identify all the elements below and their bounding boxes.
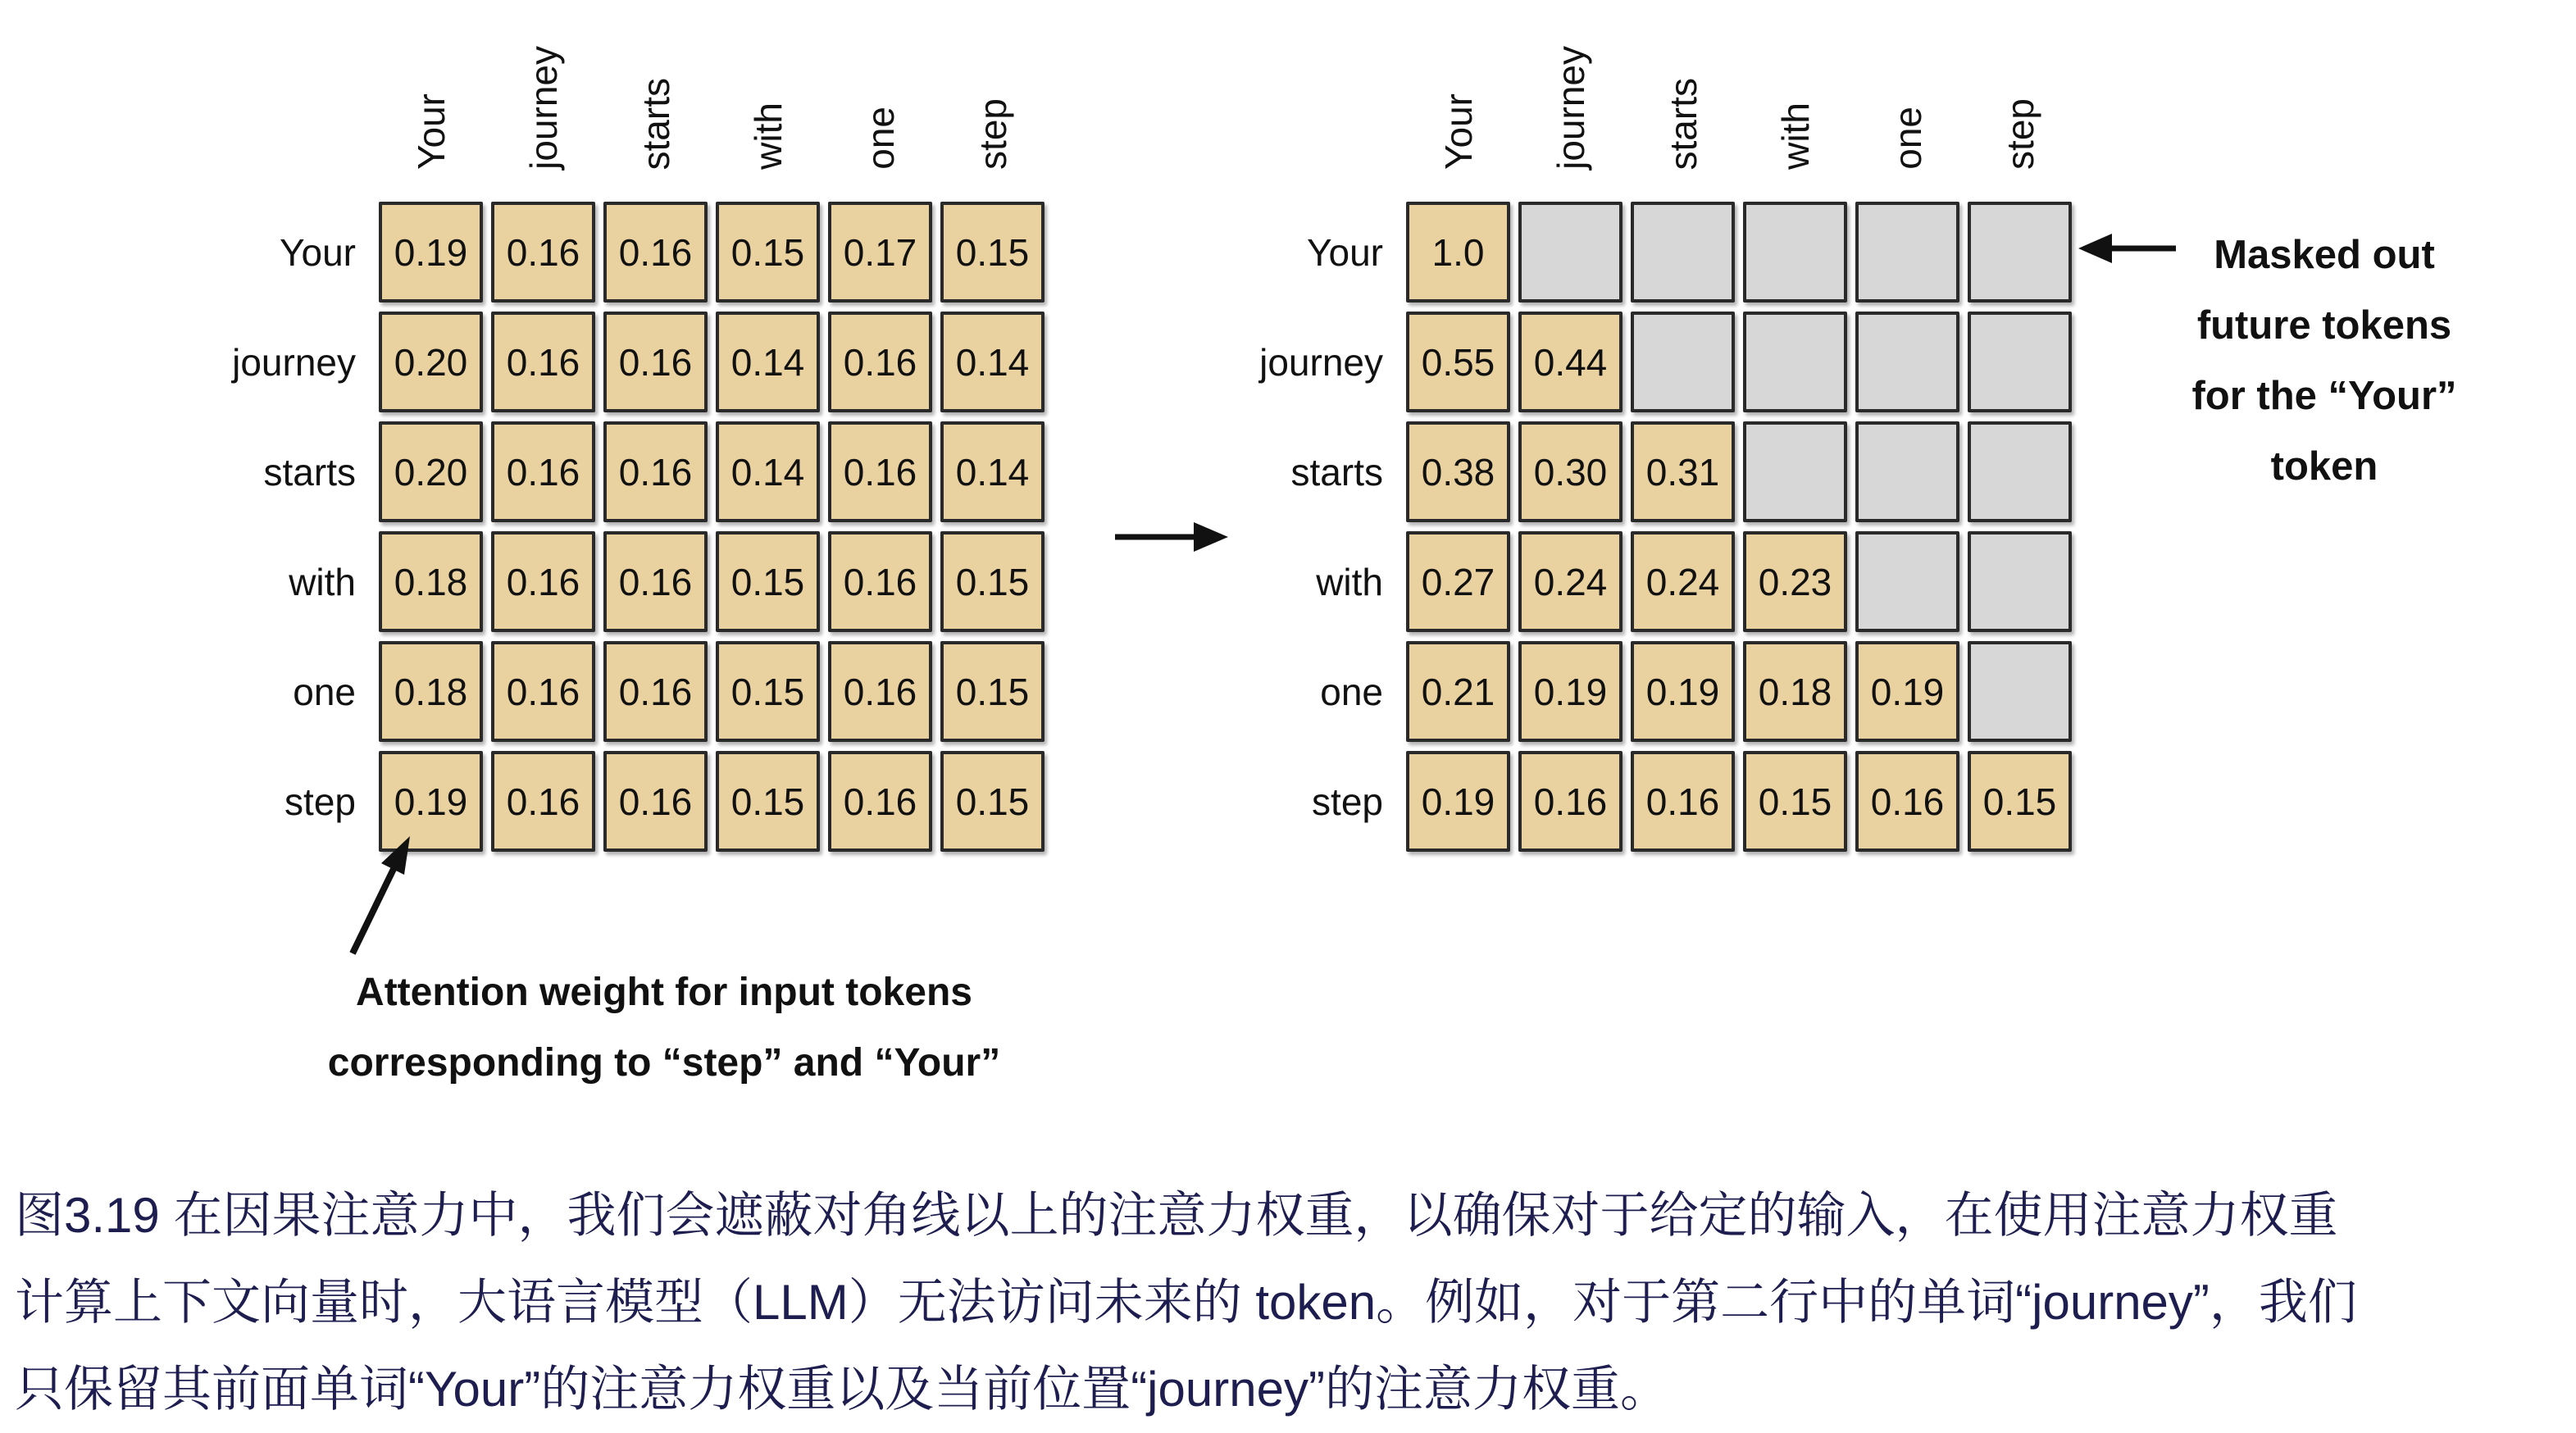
- row-label-journey: journey: [1259, 340, 1383, 384]
- row-label-one: one: [293, 670, 356, 713]
- masked-cell: [1631, 312, 1735, 412]
- attention-weight-cell: 0.18: [379, 641, 483, 742]
- matrix-corner: [1226, 16, 1398, 193]
- column-header-label: with: [746, 102, 790, 170]
- attention-weight-cell: 0.16: [491, 312, 595, 412]
- attention-weight-cell: 0.24: [1631, 531, 1735, 632]
- arrow-right-icon: [1108, 516, 1231, 557]
- row-label-step: step: [284, 780, 356, 823]
- attention-weight-cell: 0.16: [603, 421, 708, 522]
- matrix-corner: [198, 16, 371, 193]
- attention-weight-cell: 0.16: [491, 421, 595, 522]
- masked-cell: [1855, 312, 1959, 412]
- attention-weight-cell: 0.16: [491, 531, 595, 632]
- column-header-label: journey: [521, 46, 565, 170]
- row-label-one: one: [1320, 670, 1383, 713]
- attention-weight-cell: 0.15: [940, 751, 1045, 852]
- attention-weight-cell: 0.16: [1631, 751, 1735, 852]
- column-header-label: step: [1998, 98, 2041, 170]
- attention-weight-cell: 0.38: [1406, 421, 1510, 522]
- column-header-label: Your: [409, 93, 453, 170]
- attention-weight-cell: 0.19: [379, 202, 483, 303]
- masked-cell: [1631, 202, 1735, 303]
- attention-weight-cell: 0.17: [828, 202, 932, 303]
- attention-weight-cell: 0.19: [1631, 641, 1735, 742]
- masked-cell: [1743, 421, 1847, 522]
- attention-weight-cell: 0.16: [603, 531, 708, 632]
- column-header-one: [1855, 16, 1959, 193]
- column-header-label: one: [1886, 107, 1929, 170]
- attention-weight-cell: 0.20: [379, 421, 483, 522]
- attention-weight-cell: 0.15: [716, 751, 820, 852]
- attention-weight-cell: 0.16: [1855, 751, 1959, 852]
- attention-weight-cell: 0.16: [828, 312, 932, 412]
- masked-note-line-2: future tokens: [2196, 303, 2452, 348]
- column-header-label: with: [1773, 102, 1817, 170]
- attention-weight-cell: 0.18: [1743, 641, 1847, 742]
- caption-line-3: 只保留其前面单词“Your”的注意力权重以及当前位置“journey”的注意力权重。: [15, 1362, 1669, 1417]
- attention-note: [254, 958, 1074, 1099]
- column-header-starts: [1631, 16, 1735, 193]
- attention-weight-cell: 0.15: [1968, 751, 2072, 852]
- masked-note-line-4: token: [2270, 444, 2378, 489]
- attention-matrix-masked: [1226, 16, 2072, 852]
- attention-weight-cell: 0.15: [716, 531, 820, 632]
- column-header-journey: [491, 16, 595, 193]
- figure-caption: [15, 1172, 2566, 1433]
- arrow-left-icon: [2076, 230, 2178, 266]
- attention-weight-cell: 0.55: [1406, 312, 1510, 412]
- column-header-with: [1743, 16, 1847, 193]
- attention-weight-cell: 0.19: [1518, 641, 1623, 742]
- row-label-with: with: [1316, 560, 1383, 603]
- column-header-label: starts: [634, 77, 677, 170]
- attention-weight-cell: 0.21: [1406, 641, 1510, 742]
- attention-weight-cell: 0.15: [1743, 751, 1847, 852]
- attention-weight-cell: 0.23: [1743, 531, 1847, 632]
- masked-cell: [1968, 202, 2072, 303]
- column-header-label: journey: [1549, 46, 1592, 170]
- masked-cell: [1968, 421, 2072, 522]
- attention-weight-cell: 0.16: [828, 421, 932, 522]
- masked-note: [2132, 220, 2517, 502]
- masked-cell: [1968, 531, 2072, 632]
- attention-weight-cell: 0.27: [1406, 531, 1510, 632]
- row-label-starts: starts: [1290, 450, 1383, 494]
- attention-weight-cell: 0.20: [379, 312, 483, 412]
- masked-note-line-1: Masked out: [2214, 233, 2435, 277]
- attention-weight-cell: 0.15: [940, 531, 1045, 632]
- attention-weight-cell: 0.18: [379, 531, 483, 632]
- attention-weight-cell: 0.16: [828, 531, 932, 632]
- attention-weight-cell: 0.14: [940, 421, 1045, 522]
- column-header-starts: [603, 16, 708, 193]
- masked-cell: [1855, 531, 1959, 632]
- attention-note-line-1: Attention weight for input tokens: [356, 971, 972, 1014]
- attention-weight-cell: 0.16: [828, 751, 932, 852]
- masked-cell: [1743, 202, 1847, 303]
- attention-weight-cell: 0.30: [1518, 421, 1623, 522]
- attention-weight-cell: 0.16: [603, 202, 708, 303]
- attention-weight-cell: 0.15: [716, 202, 820, 303]
- row-label-journey: journey: [232, 340, 356, 384]
- attention-weight-cell: 0.15: [940, 202, 1045, 303]
- attention-weight-cell: 0.31: [1631, 421, 1735, 522]
- attention-weight-cell: 1.0: [1406, 202, 1510, 303]
- column-header-your: [379, 16, 483, 193]
- attention-weight-cell: 0.16: [828, 641, 932, 742]
- attention-weight-cell: 0.16: [1518, 751, 1623, 852]
- masked-cell: [1968, 312, 2072, 412]
- arrow-up-right-icon: [332, 824, 447, 971]
- column-header-label: step: [971, 98, 1014, 170]
- row-label-your: Your: [280, 230, 356, 274]
- attention-weight-cell: 0.19: [379, 751, 483, 852]
- attention-weight-cell: 0.16: [491, 641, 595, 742]
- column-header-with: [716, 16, 820, 193]
- attention-weight-cell: 0.16: [603, 641, 708, 742]
- attention-weight-cell: 0.19: [1406, 751, 1510, 852]
- column-header-journey: [1518, 16, 1623, 193]
- attention-weight-cell: 0.19: [1855, 641, 1959, 742]
- column-header-label: one: [858, 107, 902, 170]
- column-header-your: [1406, 16, 1510, 193]
- attention-weight-cell: 0.16: [603, 751, 708, 852]
- masked-cell: [1855, 202, 1959, 303]
- masked-cell: [1518, 202, 1623, 303]
- column-header-step: [940, 16, 1045, 193]
- attention-weight-cell: 0.24: [1518, 531, 1623, 632]
- row-label-your: Your: [1307, 230, 1383, 274]
- attention-weight-cell: 0.15: [940, 641, 1045, 742]
- masked-cell: [1968, 641, 2072, 742]
- caption-line-2: 计算上下文向量时，大语言模型（LLM）无法访问未来的 token。例如，对于第二行中的单词“journey”，我们: [15, 1275, 2357, 1330]
- column-header-one: [828, 16, 932, 193]
- row-label-with: with: [289, 560, 356, 603]
- attention-weight-cell: 0.16: [491, 751, 595, 852]
- column-header-label: starts: [1661, 77, 1704, 170]
- caption-line-1: 图3.19 在因果注意力中，我们会遮蔽对角线以上的注意力权重，以确保对于给定的输入，在使用注意力权重: [15, 1188, 2338, 1243]
- column-header-label: Your: [1436, 93, 1480, 170]
- masked-cell: [1743, 312, 1847, 412]
- attention-weight-cell: 0.16: [491, 202, 595, 303]
- masked-cell: [1855, 421, 1959, 522]
- attention-matrix-unmasked: [198, 16, 1045, 852]
- row-label-starts: starts: [263, 450, 356, 494]
- attention-weight-cell: 0.15: [716, 641, 820, 742]
- attention-weight-cell: 0.14: [940, 312, 1045, 412]
- masked-note-line-3: for the “Your”: [2191, 374, 2457, 418]
- attention-weight-cell: 0.44: [1518, 312, 1623, 412]
- row-label-step: step: [1312, 780, 1383, 823]
- attention-weight-cell: 0.14: [716, 312, 820, 412]
- attention-note-line-2: corresponding to “step” and “Your”: [327, 1041, 1001, 1085]
- attention-weight-cell: 0.14: [716, 421, 820, 522]
- attention-weight-cell: 0.16: [603, 312, 708, 412]
- column-header-step: [1968, 16, 2072, 193]
